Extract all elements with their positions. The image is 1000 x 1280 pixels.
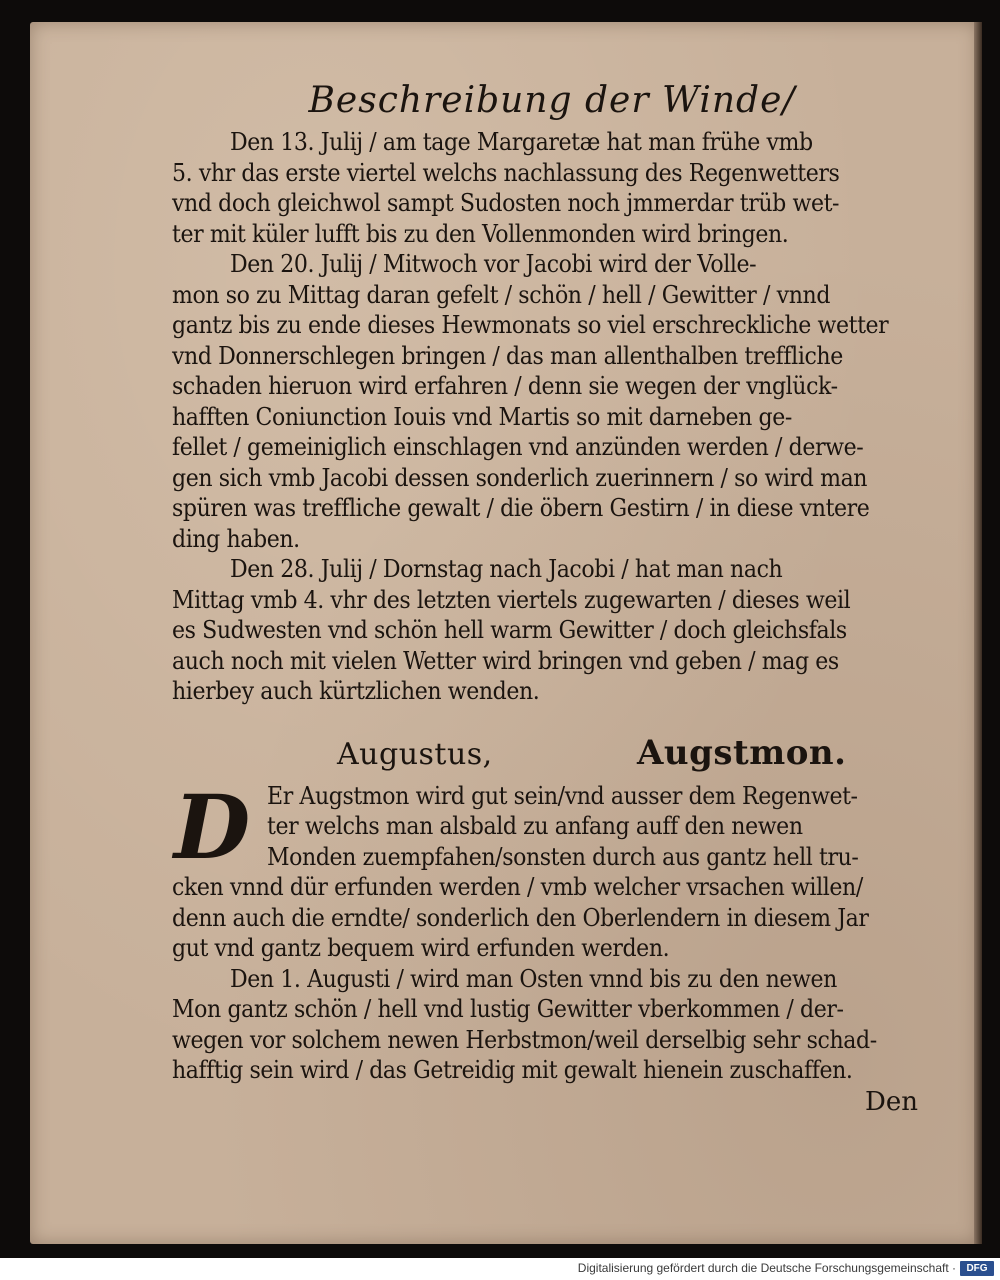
text-line: gantz bis zu ende dieses Hewmonats so viel erschreckliche wetter [172, 310, 889, 339]
text-line: vnd Donnerschlegen bringen / das man allenthalben treffliche [172, 340, 843, 370]
page-edge [974, 22, 982, 1244]
text-line: Monden zuempfahen/sonsten durch aus gantz hell tru- [267, 841, 859, 871]
text-line: hierbey auch kürtzlichen wenden. [172, 676, 540, 705]
text-line: wegen vor solchem newen Herbstmon/weil derselbig sehr schad- [172, 1024, 877, 1054]
text-line: Den 1. Augusti / wird man Osten vnnd bis zu den newen [230, 963, 837, 993]
text-line: ter mit küler lufft bis zu den Vollenmonden wird bringen. [172, 218, 789, 248]
text-line: auch noch mit vielen Wetter wird bringen vnd geben / mag es [172, 645, 839, 675]
footer-credit: Digitalisierung gefördert durch die Deutsche Forschungsgemeinschaft · [577, 1261, 956, 1275]
text-line: gen sich vmb Jacobi dessen sonderlich zuerinnern / so wird man [172, 462, 868, 492]
text-line: Mon gantz schön / hell vnd lustig Gewitter vberkommen / der- [172, 994, 844, 1023]
month-title-german: Augstmon. [637, 732, 847, 773]
dfg-logo: DFG [960, 1261, 994, 1276]
paragraph-july-28 [172, 554, 932, 707]
text-line: gut vnd gantz bequem wird erfunden werden. [172, 933, 670, 962]
text-line: Den 13. Julij / am tage Margaretæ hat man frühe vmb [230, 127, 813, 156]
text-line: denn auch die erndte/ sonderlich den Oberlendern in diesem Jar [172, 902, 869, 932]
text-line: ter welchs man alsbald zu anfang auff den newen [267, 811, 803, 840]
digitization-footer [0, 1258, 1000, 1280]
text-line: Den 20. Julij / Mitwoch vor Jacobi wird der Volle- [230, 249, 757, 278]
drop-cap-lines [172, 781, 932, 873]
month-title-latin: Augustus, [337, 736, 493, 772]
month-title [172, 732, 932, 779]
text-line: es Sudwesten vnd schön hell warm Gewitter / doch gleichsfals [172, 615, 847, 644]
running-heading: Beschreibung der Winde/ [308, 80, 796, 121]
text-line: vnd doch gleichwol sampt Sudosten noch jmmerdar trüb wet- [172, 188, 840, 217]
text-line: Den 28. Julij / Dornstag nach Jacobi / hat man nach [230, 554, 783, 583]
text-line: spüren was treffliche gewalt / die öbern Gestirn / in diese vntere [172, 493, 870, 522]
text-line: ding haben. [172, 523, 300, 553]
paragraph-august-1 [172, 964, 932, 1086]
text-line: mon so zu Mittag daran gefelt / schön / hell / Gewitter / vnnd [172, 279, 831, 309]
paragraph-july-13 [172, 127, 932, 249]
text-line: cken vnnd dür erfunden werden / vmb welcher vrsachen willen/ [172, 872, 863, 901]
drop-cap-initial: D [173, 774, 251, 879]
text-line: hafften Coniunction Iouis vnd Martis so mit darneben ge- [172, 401, 792, 431]
text-line: 5. vhr das erste viertel welchs nachlassung des Regenwetters [172, 157, 840, 187]
catchword: Den [865, 1086, 918, 1117]
page-text [172, 80, 932, 1118]
text-line: schaden hieruon wird erfahren / denn sie wegen der vnglück- [172, 371, 838, 400]
text-line: Mittag vmb 4. vhr des letzten viertels zugewarten / dieses weil [172, 584, 851, 614]
text-line: fellet / gemeiniglich einschlagen vnd anzünden werden / derwe- [172, 432, 864, 461]
text-line: Er Augstmon wird gut sein/vnd ausser dem Regenwet- [267, 780, 858, 810]
text-line: hafftig sein wird / das Getreidig mit gewalt hienein zuschaffen. [172, 1055, 853, 1084]
paragraph-july-20 [172, 249, 932, 554]
paragraph-august-intro [172, 774, 932, 964]
